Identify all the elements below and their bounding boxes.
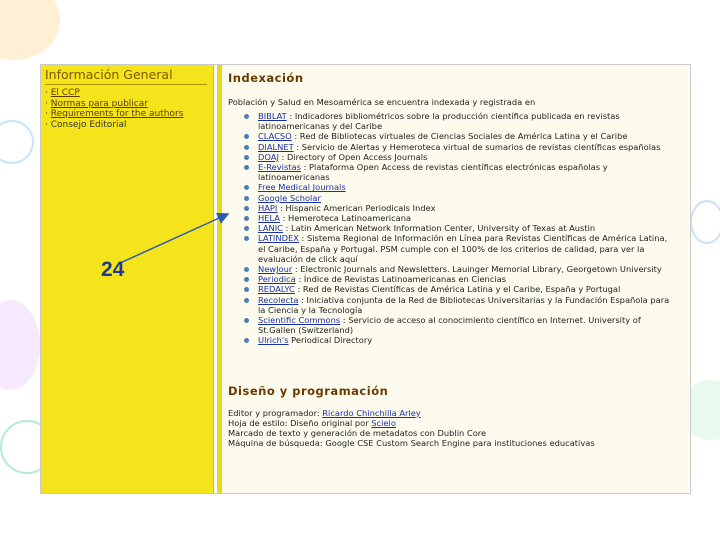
index-link[interactable]: DOAJ bbox=[258, 151, 279, 162]
diseno-text: Hoja de estilo: Diseño original por bbox=[228, 417, 372, 428]
index-link[interactable]: LATINDEX bbox=[258, 233, 299, 244]
diseno-link[interactable]: Scielo bbox=[371, 417, 396, 428]
index-link[interactable]: BIBLAT bbox=[258, 111, 287, 121]
sidebar-title: Información General bbox=[45, 67, 207, 85]
indexacion-heading: Indexación bbox=[228, 71, 304, 85]
index-link[interactable]: HAPI bbox=[258, 202, 278, 213]
index-link[interactable]: HELA bbox=[258, 213, 280, 224]
arrow-line bbox=[118, 214, 228, 264]
index-link[interactable]: Scientific Commons bbox=[258, 315, 341, 326]
index-description: : Servicio de acceso al conocimiento científico en Internet. University of St.Gallen (Switzerland) bbox=[258, 315, 641, 336]
indexacion-intro: Población y Salud en Mesoamérica se encuentra indexada y registrada en bbox=[228, 97, 536, 107]
sidebar-link-requirements[interactable]: Requirements for the authors bbox=[50, 109, 184, 119]
index-description: : Hispanic American Periodicals Index bbox=[277, 202, 436, 213]
index-description: : Indicadores bibliométricos sobre la producción científica publicada en revistas latinoamericanas y del Caribe bbox=[258, 111, 620, 132]
sidebar-link-normas[interactable]: Normas para publicar bbox=[50, 98, 148, 109]
diseno-text: Marcado de texto y generación de metadatos con Dublin Core bbox=[228, 428, 487, 439]
index-description: : Iniciativa conjunta de la Red de Bibliotecas Universitarias y la Fundación Española para la Ciencia y la Tecnología bbox=[258, 294, 670, 315]
index-link[interactable]: DIALNET bbox=[258, 141, 294, 152]
sidebar-label-consejo: Consejo Editorial bbox=[50, 119, 127, 130]
sidebar-item: · Normas para publicar bbox=[45, 98, 148, 109]
diseno-text: Editor y programador: bbox=[228, 407, 323, 418]
index-link[interactable]: Ulrich's bbox=[258, 335, 289, 346]
index-description: : Índice de Revistas Latinoamericanas en Ciencias bbox=[295, 274, 507, 285]
sidebar-item: · Consejo Editorial bbox=[45, 119, 127, 130]
sidebar-link-el-ccp[interactable]: El CCP bbox=[50, 88, 80, 98]
diseno-text: Máquina de búsqueda: Google CSE Custom Search Engine para instituciones educativas bbox=[228, 438, 595, 449]
index-link[interactable]: Google Scholar bbox=[258, 192, 321, 203]
index-link[interactable]: Recolecta bbox=[258, 294, 299, 305]
index-link[interactable]: E-Revistas bbox=[258, 162, 301, 173]
diseno-link[interactable]: Ricardo Chinchilla Arley bbox=[322, 407, 421, 418]
index-link[interactable]: Periodica bbox=[258, 274, 296, 285]
sidebar-item: · El CCP bbox=[45, 88, 80, 98]
index-link[interactable]: CLACSO bbox=[258, 131, 292, 142]
index-description: : Hemeroteca Latinoamericana bbox=[279, 213, 412, 224]
diseno-heading: Diseño y programación bbox=[228, 383, 389, 398]
index-description: : Servicio de Alertas y Hemeroteca virtual de sumarios de revistas científicas españolas bbox=[293, 141, 661, 152]
index-description: : Latin American Network Information Center, University of Texas at Austin bbox=[282, 223, 596, 234]
index-description: : Red de Bibliotecas virtuales de Ciencias Sociales de América Latina y el Caribe bbox=[291, 131, 628, 142]
index-description: : Red de Revistas Científicas de América Latina y el Caribe, España y Portugal bbox=[294, 284, 621, 295]
index-description: : Sistema Regional de Información en Línea para Revistas Científicas de América Latina, el Caribe, España y Portugal. PSM cumple con el 100% de los criterios de calidad, para ver la evaluación de click aquí bbox=[258, 233, 668, 264]
index-description: Periodical Directory bbox=[288, 335, 373, 346]
sidebar-item: · Requirements for the authors bbox=[45, 109, 184, 119]
index-description: : Plataforma Open Access de revistas científicas electrónicas españolas y latinoamericanas bbox=[258, 162, 608, 183]
index-link[interactable]: REDALYC bbox=[258, 284, 295, 295]
index-link[interactable]: NewJour bbox=[258, 264, 293, 275]
index-link[interactable]: LANIC bbox=[258, 223, 283, 234]
index-description: : Electronic Journals and Newsletters. Lauinger Memorial Library, Georgetown University bbox=[292, 264, 662, 275]
slide-number: 24 bbox=[101, 258, 125, 281]
index-description: : Directory of Open Access Journals bbox=[278, 151, 428, 162]
index-link[interactable]: Free Medical Journals bbox=[258, 182, 346, 193]
